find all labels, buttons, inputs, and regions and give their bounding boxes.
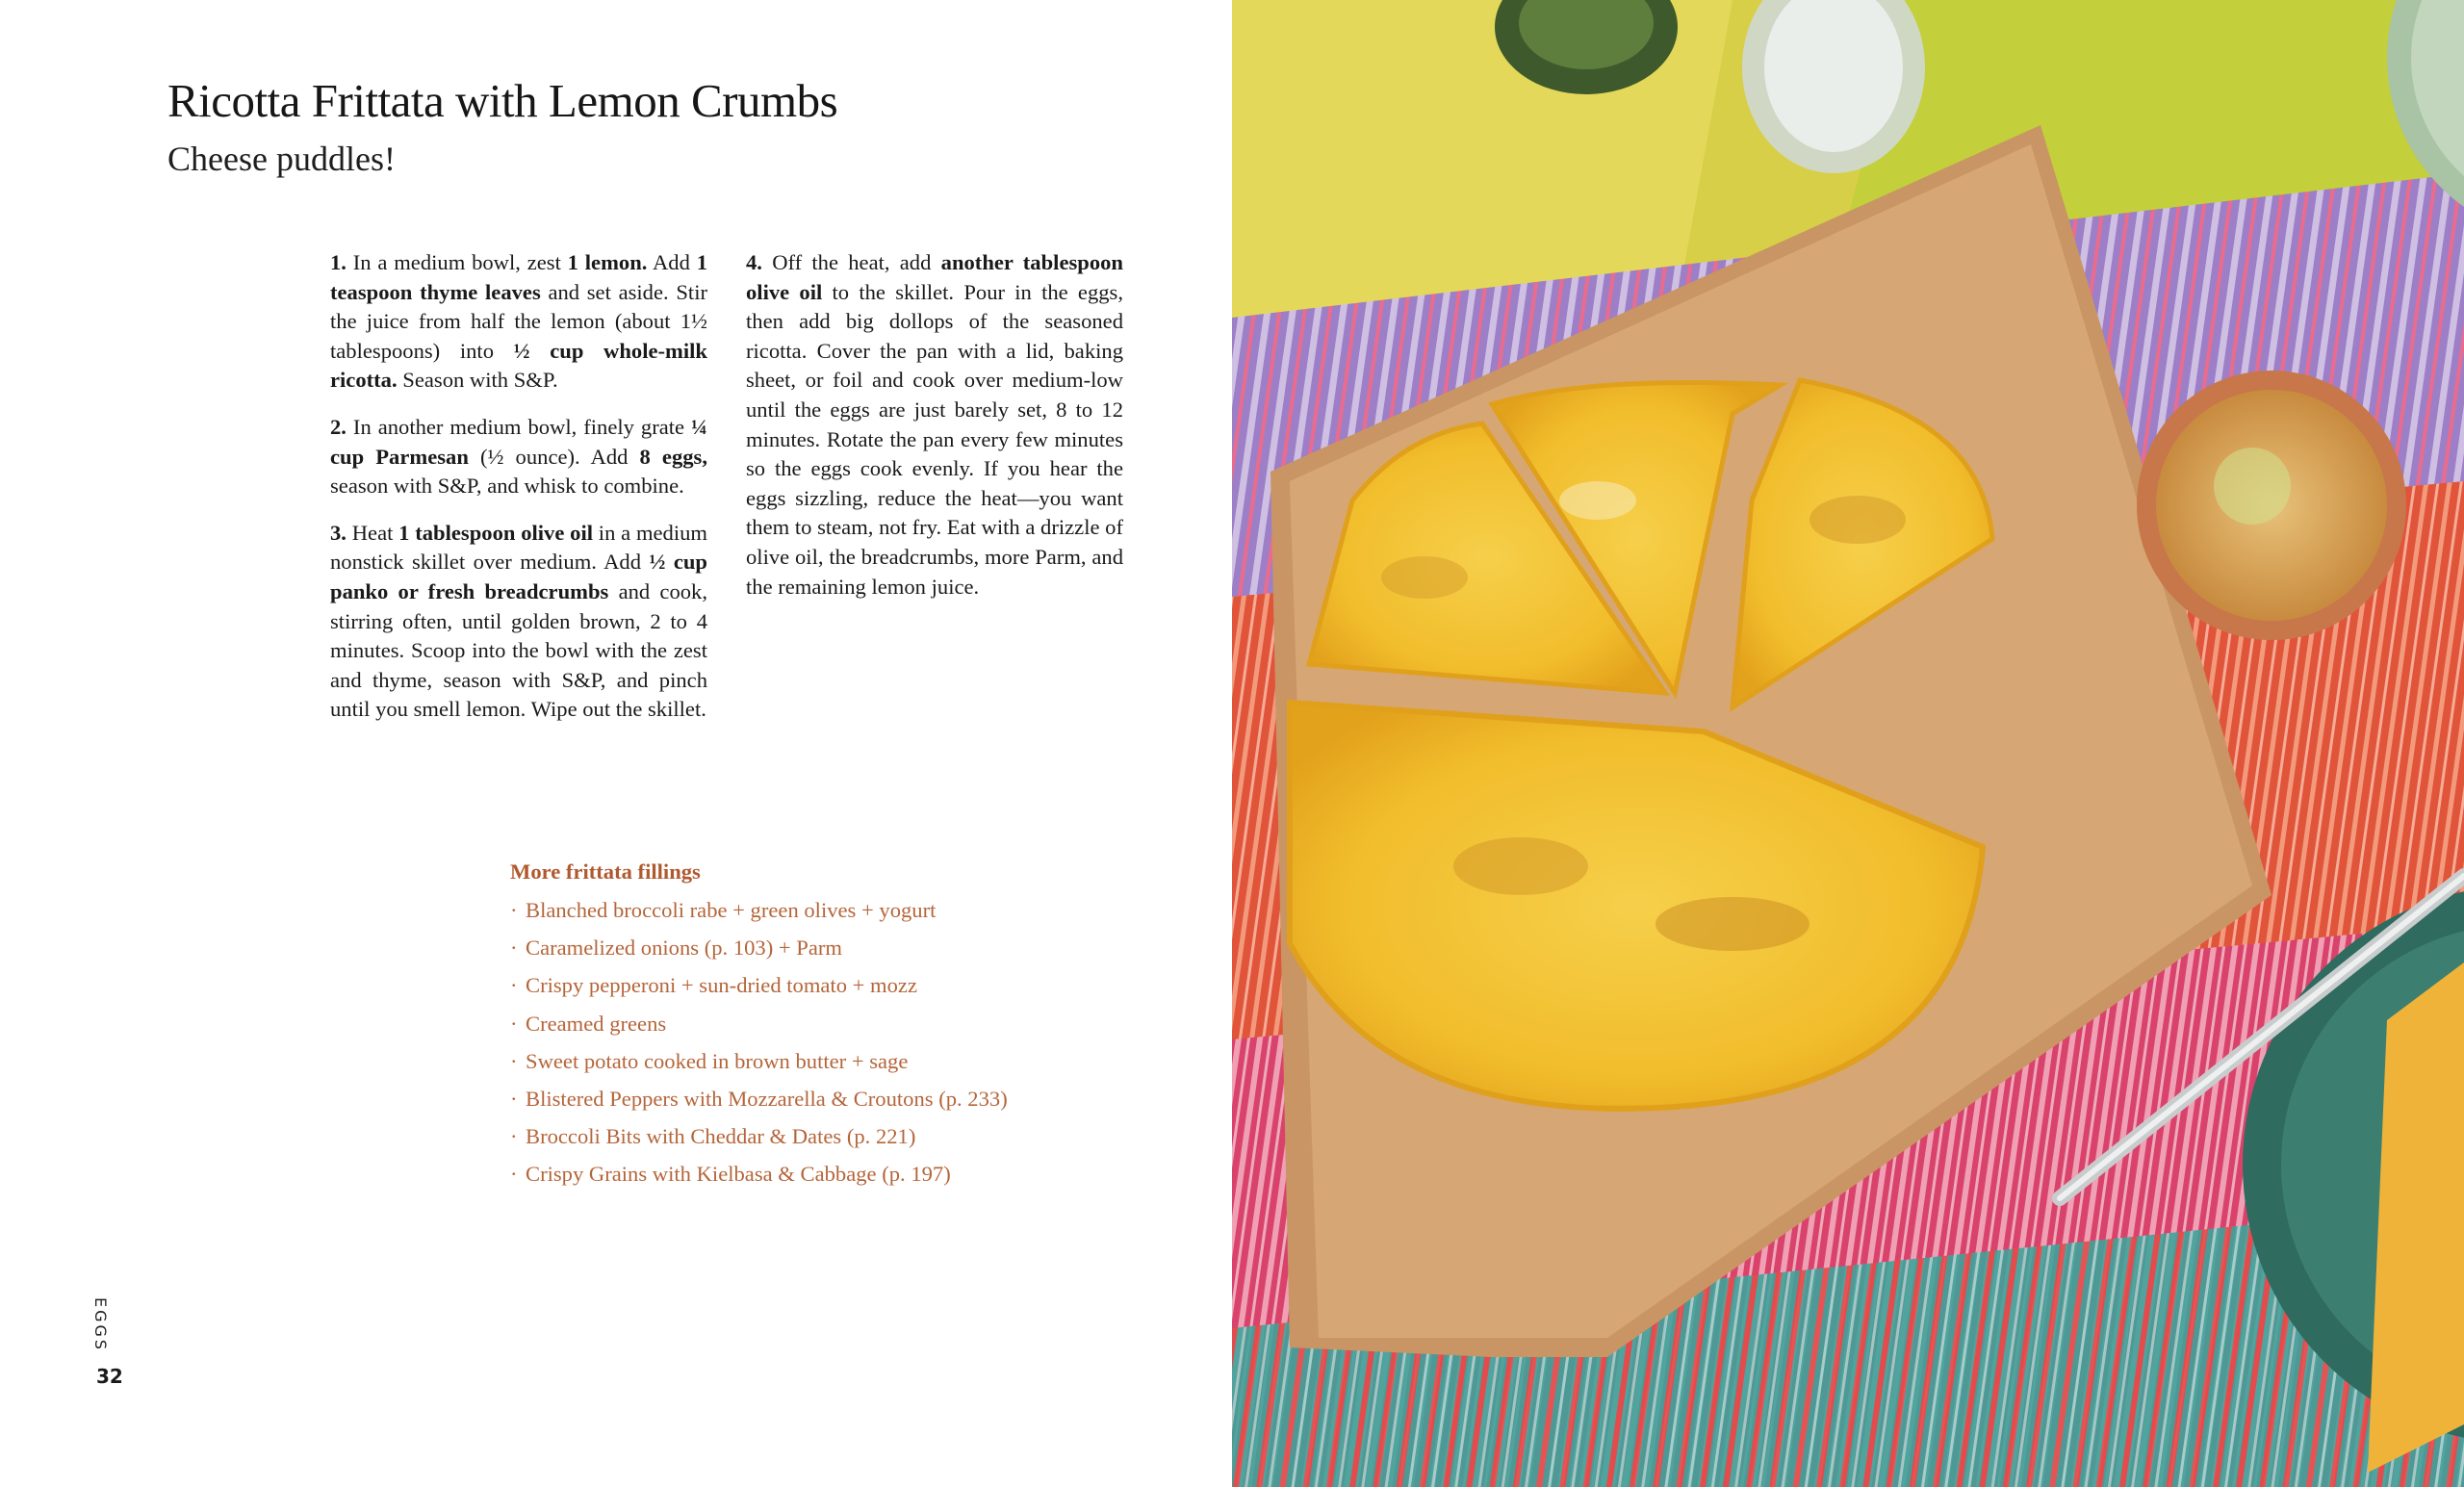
bullet: · — [510, 1124, 518, 1149]
filling-item: · Crispy pepperoni + sun-dried tomato + mozz — [510, 966, 1008, 1004]
section-label: EGGS — [91, 1297, 110, 1353]
filling-item: · Creamed greens — [510, 1005, 1008, 1042]
bullet: · — [510, 1048, 518, 1073]
filling-item: · Broccoli Bits with Cheddar & Dates (p. 221) — [510, 1117, 1008, 1155]
step-number: 1. — [330, 250, 346, 274]
instructions-column-1 — [330, 248, 707, 742]
bullet: · — [510, 1087, 518, 1112]
recipe-subtitle: Cheese puddles! — [167, 140, 396, 178]
bullet: · — [510, 973, 518, 998]
frittata-photo — [1232, 0, 2464, 1487]
frittata-fillings — [510, 859, 1008, 1193]
step-3: 3. Heat 1 tablespoon olive oil in a medium nonstick skillet over medium. Add ½ cup panko or fresh breadcrumbs and cook, stirring often, until golden brown, 2 to 4 minutes. Scoop into the bowl with the zest and thyme, season with S&P, and pinch until you smell lemon. Wipe out the skillet. — [330, 520, 707, 722]
bullet: · — [510, 1011, 518, 1036]
step-1: 1. In a medium bowl, zest 1 lemon. Add 1 teaspoon thyme leaves and set aside. Stir the juice from half the lemon (about 1½ tablespoons) into ½ cup whole-milk ricotta. Season with S&P. — [330, 250, 707, 393]
fillings-heading: More frittata fillings — [510, 859, 701, 884]
fillings-list — [510, 891, 1008, 1193]
bullet: · — [510, 936, 518, 961]
filling-item: · Caramelized onions (p. 103) + Parm — [510, 929, 1008, 966]
step-number: 4. — [746, 250, 762, 274]
recipe-title: Ricotta Frittata with Lemon Crumbs — [167, 74, 838, 127]
step-number: 3. — [330, 520, 346, 545]
photo-illustration — [1232, 0, 2464, 1487]
instructions-column-2 — [746, 248, 1123, 619]
step-4: 4. Off the heat, add another tablespoon olive oil to the skillet. Pour in the eggs, then add big dollops of the seasoned ricotta. Cover the pan with a lid, baking sheet, or foil and cook over medium-low until the eggs are just barely set, 8 to 12 minutes. Rotate the pan every few minutes so the eggs cook evenly. If you hear the eggs sizzling, reduce the heat—you want them to steam, not fry. Eat with a drizzle of olive oil, the breadcrumbs, more Parm, and the remaining lemon juice. — [746, 250, 1123, 599]
page-number: 32 — [96, 1365, 123, 1388]
filling-item: · Crispy Grains with Kielbasa & Cabbage (p. 197) — [510, 1155, 1008, 1192]
filling-item: · Sweet potato cooked in brown butter + sage — [510, 1042, 1008, 1080]
step-number: 2. — [330, 414, 346, 439]
filling-item: · Blanched broccoli rabe + green olives + yogurt — [510, 891, 1008, 929]
bullet: · — [510, 1162, 518, 1187]
bullet: · — [510, 898, 518, 922]
filling-item: · Blistered Peppers with Mozzarella & Croutons (p. 233) — [510, 1080, 1008, 1117]
step-2: 2. In another medium bowl, finely grate ¼ cup Parmesan (½ ounce). Add 8 eggs, season with S&P, and whisk to combine. — [330, 414, 707, 499]
